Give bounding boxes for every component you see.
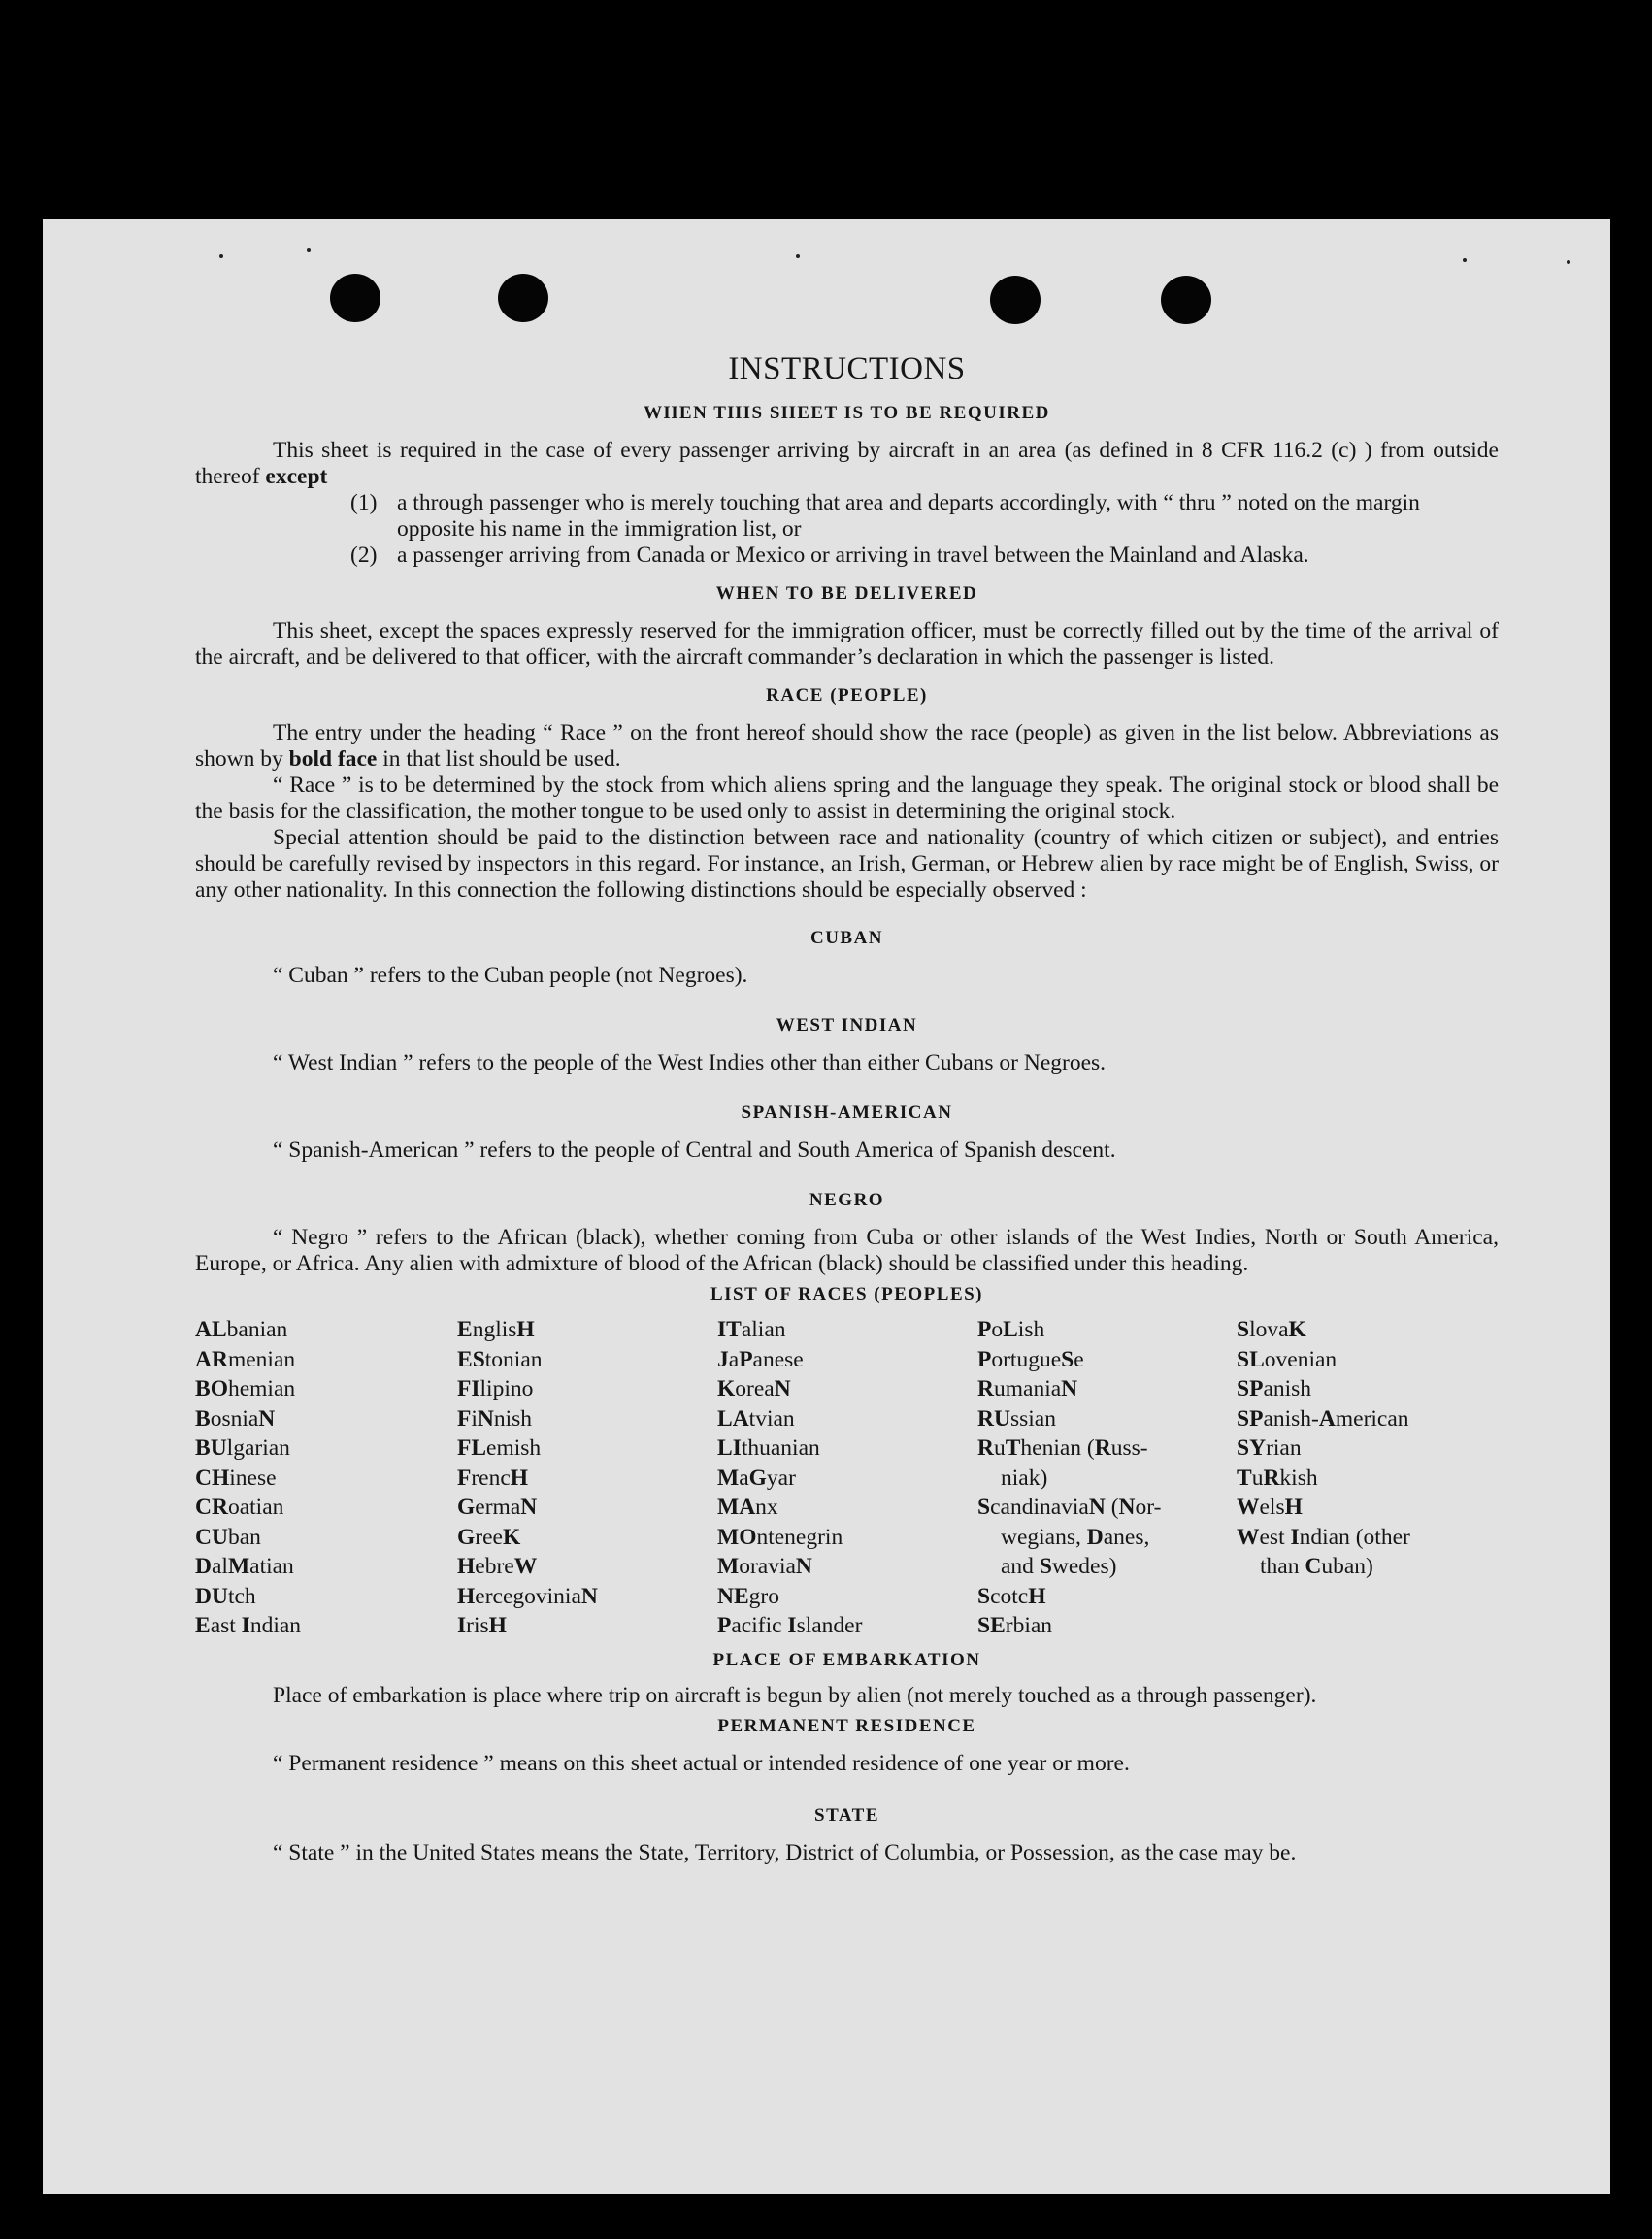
spanish-american-definition: “ Spanish-American ” refers to the people of Central and South America of Spanish descent. — [273, 1137, 1116, 1163]
race-entry: NEgro — [717, 1583, 779, 1609]
section-heading-residence: PERMANENT RESIDENCE — [717, 1715, 976, 1736]
race-entry: GermaN — [457, 1495, 538, 1520]
race-entry: Pacific Islander — [717, 1613, 863, 1638]
races-column — [717, 1315, 977, 1641]
west-indian-definition: “ West Indian ” refers to the people of the West Indies other than either Cubans or Negroes. — [273, 1050, 1107, 1075]
race-entry: BOhemian — [195, 1376, 296, 1401]
race-entry: CUban — [195, 1524, 261, 1550]
race-entry: than Cuban) — [1260, 1554, 1373, 1579]
race-paragraph-1: The entry under the heading “ Race ” on the front hereof should show the race (people) as given in the list below. Abbreviations as shown by bold face in that list should be used. — [195, 720, 1499, 772]
delivered-text: This sheet, except the spaces expressly reserved for the immigration officer, must be correctly filled out by the time of the arrival of the aircraft, and be delivered to that officer, with the aircraft commander’s declaration in which the passenger is listed. — [195, 618, 1499, 670]
state-text: “ State ” in the United States means the State, Territory, District of Columbia, or Possession, as the case may be. — [273, 1839, 1297, 1865]
race-entry: RumaniaN — [977, 1376, 1078, 1401]
section-heading-race: RACE (PEOPLE) — [766, 685, 928, 706]
punch-hole — [1161, 276, 1211, 324]
race-entry: BosniaN — [195, 1405, 276, 1432]
speck — [1567, 260, 1570, 264]
race-entry: MaGyar — [717, 1465, 796, 1491]
races-column — [195, 1315, 457, 1641]
race-entry: SPanish — [1237, 1376, 1312, 1401]
race-entry: MAnx — [717, 1495, 778, 1520]
race-entry: MoraviaN — [717, 1554, 812, 1579]
section-heading-list-of-races: LIST OF RACES (PEOPLES) — [710, 1284, 984, 1304]
races-list — [195, 1315, 1499, 1641]
residence-text: “ Permanent residence ” means on this sheet actual or intended residence of one year or more. — [273, 1750, 1130, 1776]
speck — [219, 254, 223, 258]
race-entry: SErbian — [977, 1613, 1053, 1638]
race-entry: SYrian — [1237, 1435, 1302, 1461]
race-entry: ARmenian — [195, 1346, 296, 1372]
speck — [1463, 258, 1467, 262]
race-entry: RuThenian (Russ- — [977, 1435, 1148, 1461]
section-heading-state: STATE — [814, 1804, 879, 1826]
race-entry: ScandinaviaN (Nor- — [977, 1495, 1162, 1520]
race-entry: EStonian — [457, 1346, 543, 1372]
races-column — [457, 1315, 717, 1641]
race-entry: RUssian — [977, 1405, 1056, 1432]
punch-hole — [990, 276, 1041, 324]
race-entry: West Indian (other — [1237, 1524, 1410, 1550]
race-entry: HercegoviniaN — [457, 1583, 598, 1609]
document-page — [43, 219, 1610, 2194]
race-entry: wegians, Danes, — [1001, 1524, 1150, 1550]
page-title: INSTRUCTIONS — [728, 351, 966, 386]
race-entry: SlovaK — [1237, 1317, 1306, 1342]
races-column — [977, 1315, 1237, 1641]
race-entry: East Indian — [195, 1613, 302, 1638]
race-entry: FrencH — [457, 1465, 529, 1491]
race-entry: PortugueSe — [977, 1346, 1084, 1372]
section-heading-negro: NEGRO — [809, 1190, 885, 1210]
punch-hole — [498, 274, 548, 322]
race-entry: GreeK — [457, 1524, 521, 1550]
race-entry: WelsH — [1237, 1495, 1303, 1520]
race-entry: DalMatian — [195, 1554, 294, 1579]
race-entry: SLovenian — [1237, 1346, 1338, 1372]
section-heading-spanish-american: SPANISH-AMERICAN — [741, 1103, 953, 1123]
race-entry: ITalian — [717, 1317, 786, 1342]
race-entry: JaPanese — [717, 1346, 804, 1372]
race-entry: LIthuanian — [717, 1435, 820, 1461]
required-intro: This sheet is required in the case of every passenger arriving by aircraft in an area (as defined in 8 CFR 116.2 (c) ) from outside thereof except — [195, 438, 1499, 489]
race-entry: FiNnish — [457, 1405, 533, 1432]
race-entry: ALbanian — [195, 1317, 288, 1342]
race-entry: CRoatian — [195, 1495, 284, 1520]
punch-hole — [330, 274, 380, 322]
race-entry: DUtch — [195, 1583, 256, 1609]
race-entry: BUlgarian — [195, 1435, 290, 1461]
section-heading-required: WHEN THIS SHEET IS TO BE REQUIRED — [644, 403, 1050, 423]
speck — [307, 248, 311, 252]
race-entry: TuRkish — [1237, 1465, 1318, 1491]
race-entry: KoreaN — [717, 1376, 791, 1401]
races-column — [1237, 1315, 1489, 1641]
instructions-content — [195, 349, 1499, 1866]
list-item: (1) a through passenger who is merely touching that area and departs accordingly, with “ thru ” noted on the margin opposite his name in the immigration list, or — [350, 490, 1420, 542]
race-entry: MOntenegrin — [717, 1524, 843, 1550]
section-heading-cuban: CUBAN — [809, 928, 884, 948]
race-entry: HebreW — [457, 1554, 538, 1579]
race-entry: CHinese — [195, 1465, 277, 1491]
cuban-definition: “ Cuban ” refers to the Cuban people (not Negroes). — [273, 963, 748, 988]
race-entry: PoLish — [977, 1317, 1045, 1342]
list-item: (2) a passenger arriving from Canada or Mexico or arriving in travel between the Mainland and Alaska. — [350, 543, 1309, 568]
race-entry: SPanish-American — [1237, 1405, 1409, 1432]
section-heading-delivered: WHEN TO BE DELIVERED — [715, 583, 978, 604]
race-entry: niak) — [1001, 1465, 1048, 1491]
race-entry: EnglisH — [457, 1317, 535, 1342]
race-entry: IrisH — [457, 1613, 507, 1638]
section-heading-west-indian: WEST INDIAN — [776, 1015, 918, 1036]
race-entry: and Swedes) — [1001, 1554, 1117, 1579]
race-entry: FLemish — [457, 1435, 542, 1461]
race-paragraph-2: “ Race ” is to be determined by the stock from which aliens spring and the language they speak. The original stock or blood shall be the basis for the classification, the mother tongue to be used only to assist in determining the original stock. — [195, 773, 1499, 824]
section-heading-embarkation: PLACE OF EMBARKATION — [712, 1649, 981, 1670]
race-entry: LAtvian — [717, 1405, 795, 1432]
race-paragraph-3: Special attention should be paid to the distinction between race and nationality (country of which citizen or subject), and entries should be carefully revised by inspectors in this regard. For instance, an Irish, German, or Hebrew alien by race might be of English, Swiss, or any other nationality. In this connection the following distinctions should be especially observed : — [195, 825, 1499, 903]
race-entry: ScotcH — [977, 1583, 1046, 1609]
speck — [796, 254, 800, 258]
embarkation-text: Place of embarkation is place where trip on aircraft is begun by alien (not merely touched as a through passenger). — [273, 1682, 1317, 1708]
negro-definition: “ Negro ” refers to the African (black), whether coming from Cuba or other islands of the West Indies, North or South America, Europe, or Africa. Any alien with admixture of blood of the African (black) should be classified under this heading. — [195, 1225, 1499, 1276]
race-entry: FIlipino — [457, 1376, 534, 1401]
